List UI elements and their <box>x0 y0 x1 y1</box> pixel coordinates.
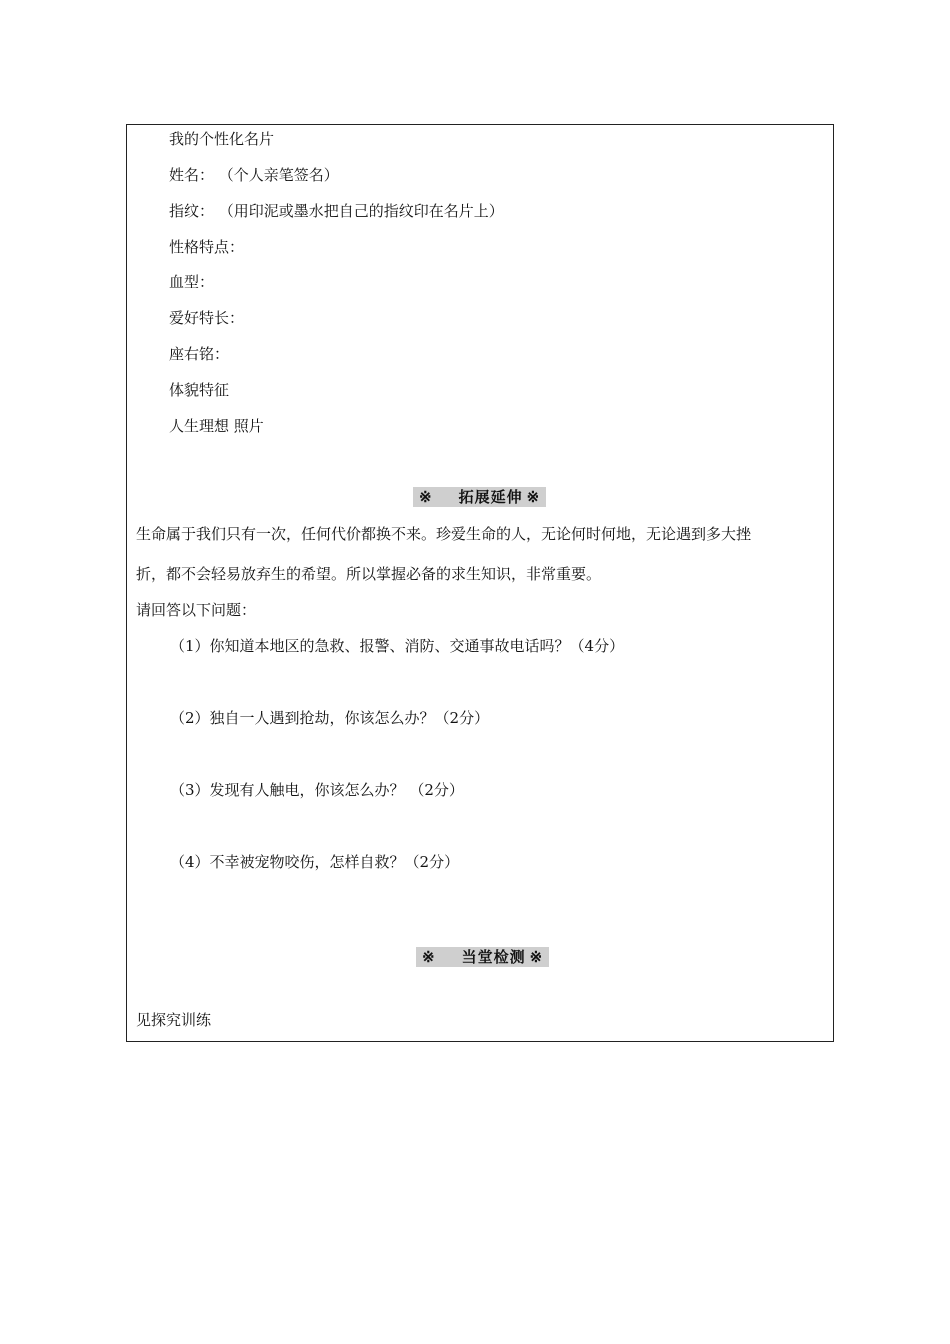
extension-mark-left: ※ <box>419 488 433 506</box>
card-motto-line: 座右铭： <box>169 345 230 363</box>
card-fingerprint-line: 指纹： （用印泥或墨水把自己的指纹印在名片上） <box>169 202 504 220</box>
extension-heading <box>413 487 546 507</box>
card-name-line: 姓名： （个人亲笔签名） <box>169 166 339 184</box>
check-mark-left: ※ <box>422 948 436 966</box>
card-ideal-line: 人生理想 照片 <box>169 417 264 435</box>
extension-heading-text: 拓展延伸 <box>458 488 523 506</box>
extension-paragraph-line2: 折，都不会轻易放弃生的希望。所以掌握必备的求生知识，非常重要。 <box>136 565 602 583</box>
card-title: 我的个性化名片 <box>169 130 275 148</box>
question-3: （3）发现有人触电，你该怎么办？ （2分） <box>170 781 464 799</box>
card-personality-line: 性格特点： <box>169 238 245 256</box>
extension-mark-right: ※ <box>526 488 541 506</box>
extension-prompt: 请回答以下问题： <box>136 601 257 619</box>
check-heading-text: 当堂检测 <box>461 948 526 966</box>
question-4: （4）不幸被宠物咬伤，怎样自救？（2分） <box>170 853 460 871</box>
question-2: （2）独自一人遇到抢劫，你该怎么办？（2分） <box>170 709 490 727</box>
extension-paragraph-line1: 生命属于我们只有一次，任何代价都换不来。珍爱生命的人，无论何时何地，无论遇到多大挫 <box>136 525 752 543</box>
card-hobby-line: 爱好特长： <box>169 309 245 327</box>
card-blood-line: 血型： <box>169 273 215 291</box>
check-text: 见探究训练 <box>136 1011 212 1029</box>
question-1: （1）你知道本地区的急救、报警、消防、交通事故电话吗？（4分） <box>170 637 625 655</box>
check-heading <box>416 947 549 967</box>
card-appearance-line: 体貌特征 <box>169 381 230 399</box>
check-mark-right: ※ <box>529 948 544 966</box>
